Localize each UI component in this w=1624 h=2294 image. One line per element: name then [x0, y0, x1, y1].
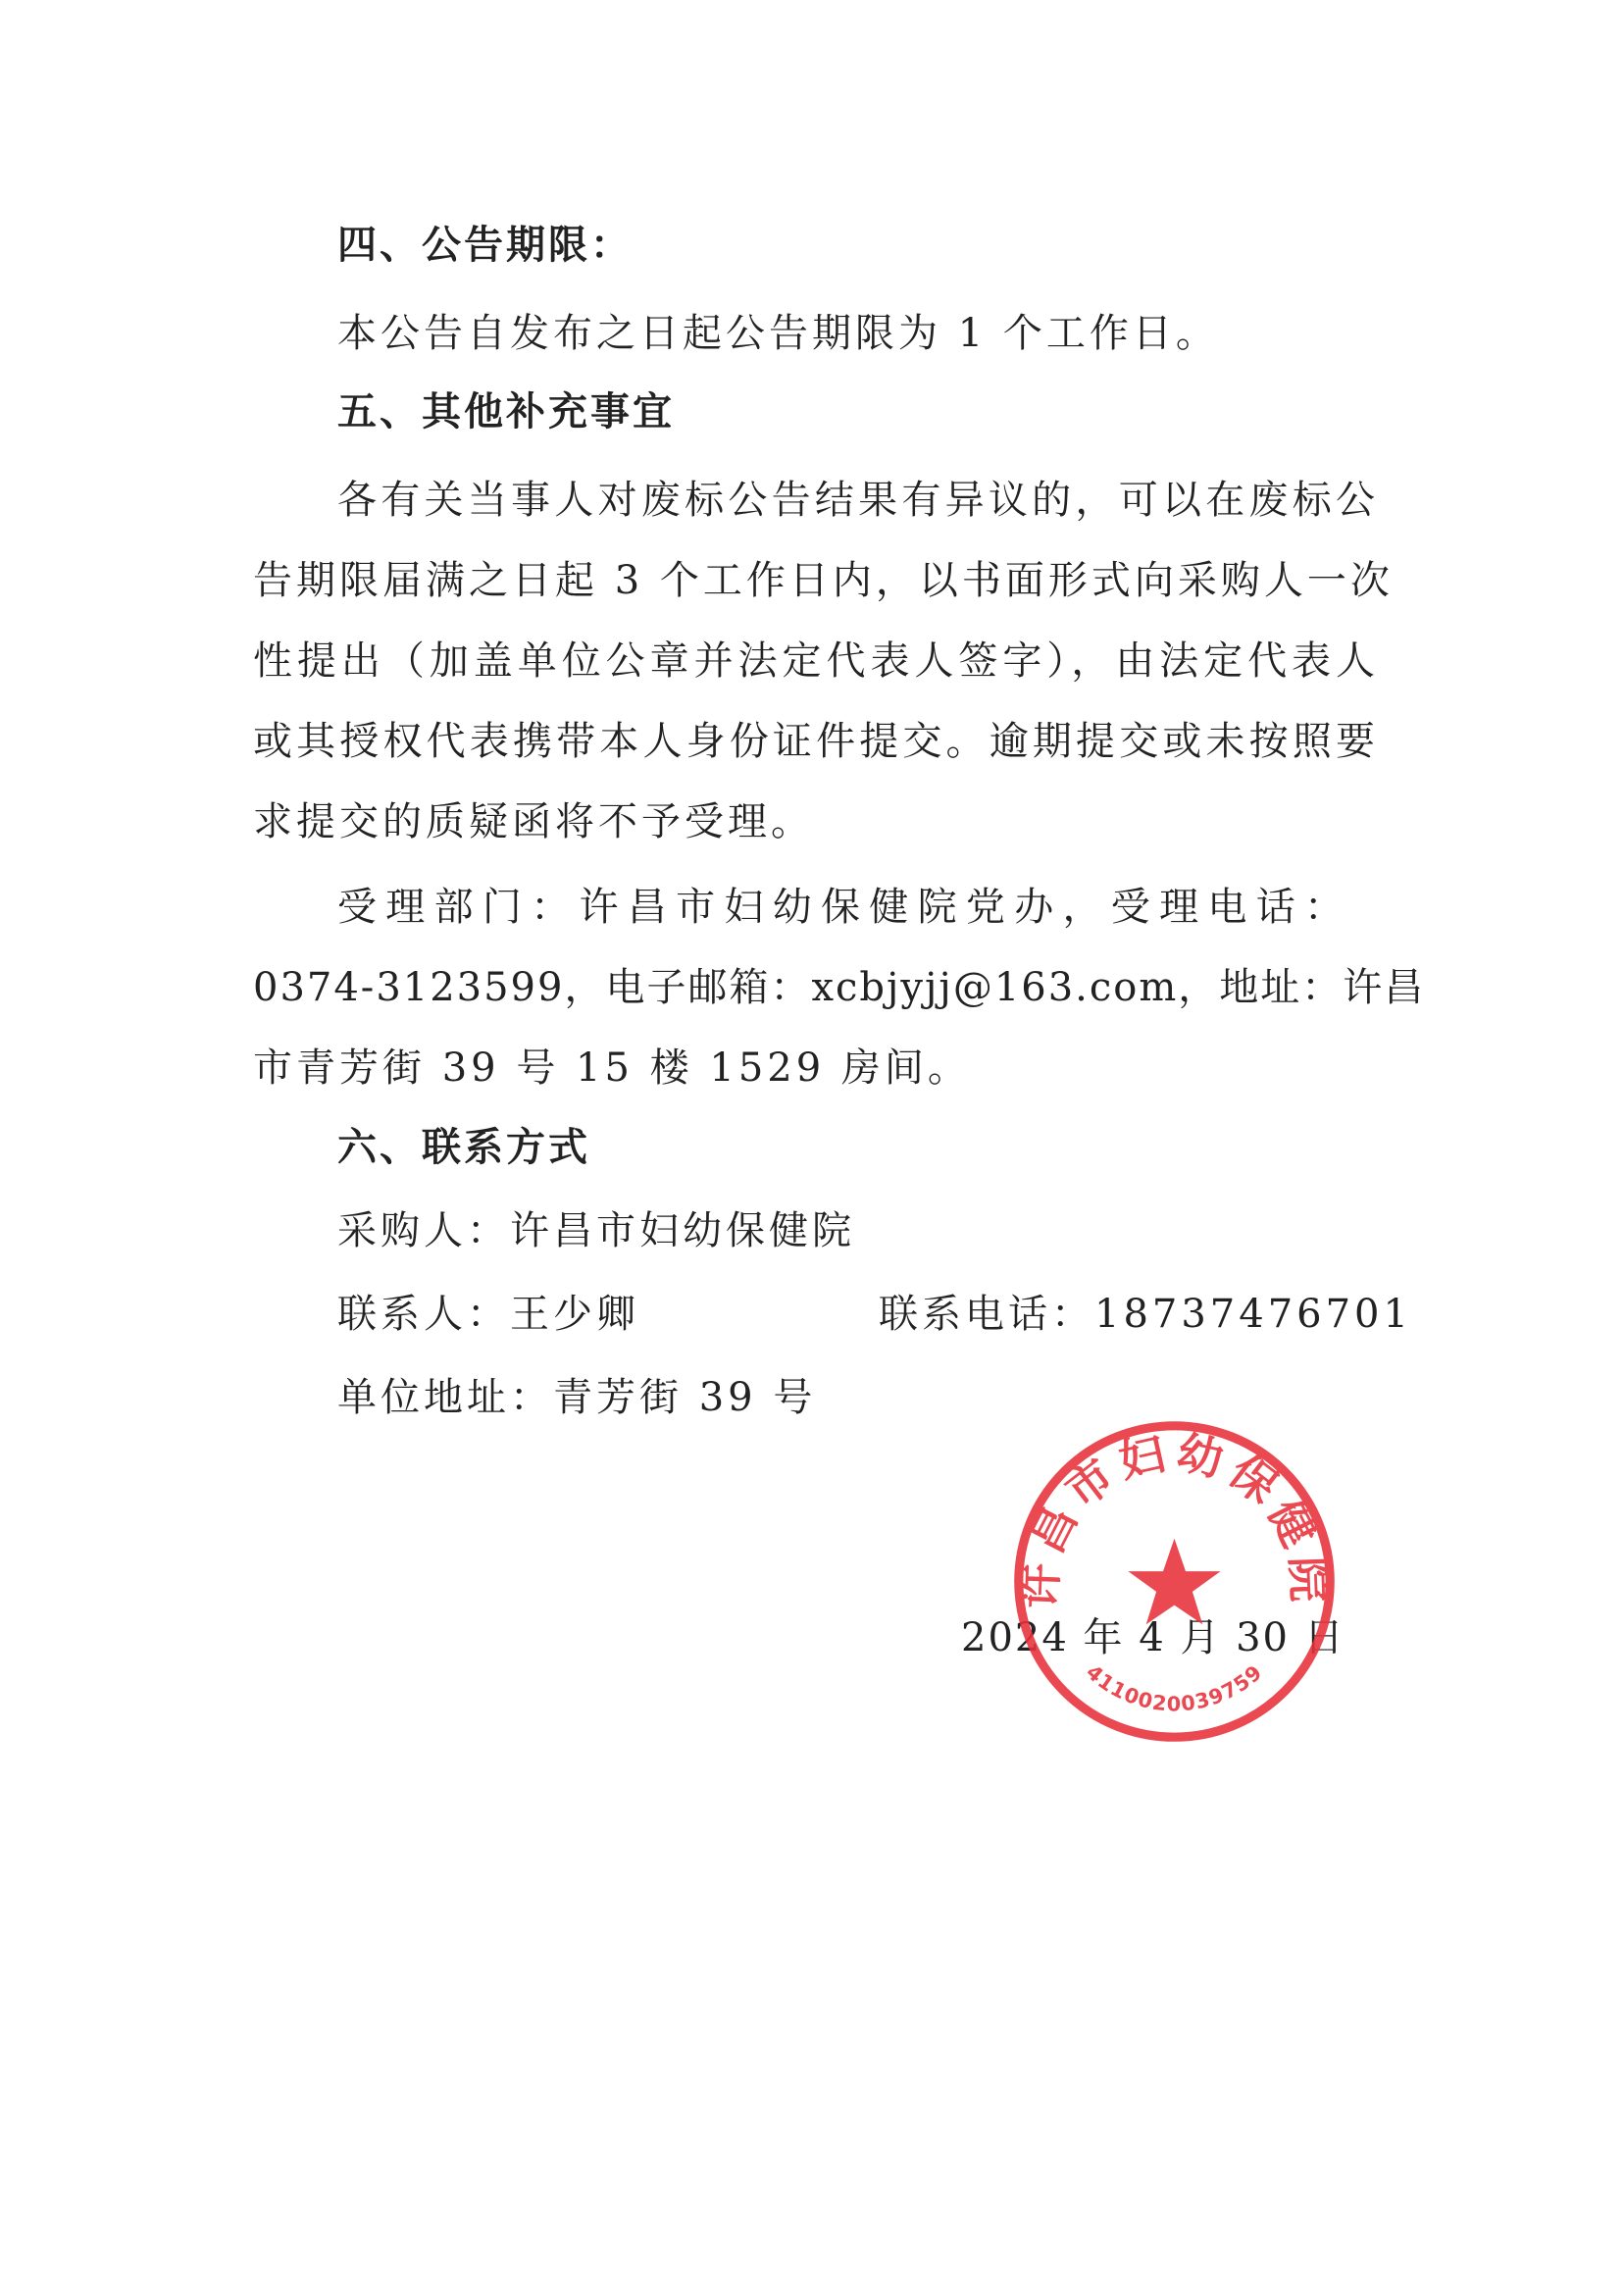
signature-date: 2024 年 4 月 30 日 — [961, 1615, 1345, 1660]
seal-arc-text: 许昌市妇幼保健院 — [1012, 1424, 1337, 1610]
section-5-paragraph-2-line-3: 市青芳街 39 号 15 楼 1529 房间。 — [253, 1045, 971, 1091]
purchaser-line: 采购人：许昌市妇幼保健院 — [337, 1208, 855, 1253]
section-5-paragraph-2-line-1: 受理部门：许昌市妇幼保健院党办，受理电话： — [337, 885, 1347, 930]
section-5-heading: 五、其他补充事宜 — [337, 389, 675, 434]
svg-text:4110020039759 — [1082, 1660, 1267, 1716]
section-5-paragraph-1-line-1: 各有关当事人对废标公告结果有异议的，可以在废标公 — [337, 478, 1379, 523]
seal-star-icon — [1128, 1539, 1220, 1624]
address-line: 单位地址：青芳街 39 号 — [337, 1375, 817, 1420]
section-4-heading: 四、公告期限： — [337, 223, 633, 268]
section-6-heading: 六、联系方式 — [337, 1125, 590, 1170]
section-5-paragraph-1-line-2: 告期限届满之日起 3 个工作日内，以书面形式向采购人一次 — [253, 558, 1394, 603]
section-4-text: 本公告自发布之日起公告期限为 1 个工作日。 — [337, 311, 1219, 356]
seal-code-text: 4110020039759 — [1081, 1659, 1268, 1716]
section-5-paragraph-1-line-3: 性提出（加盖单位公章并法定代表人签字），由法定代表人 — [253, 638, 1379, 684]
official-seal-icon — [1005, 1412, 1344, 1751]
section-5-paragraph-1-line-4: 或其授权代表携带本人身份证件提交。逾期提交或未按照要 — [253, 719, 1379, 764]
section-5-paragraph-1-line-5: 求提交的质疑函将不予受理。 — [253, 799, 814, 844]
section-5-paragraph-2-line-2: 0374-3123599，电子邮箱：xcbjyjj@163.com，地址：许昌 — [253, 965, 1426, 1010]
contact-person-line: 联系人：王少卿 — [337, 1292, 639, 1337]
contact-phone-line: 联系电话：18737476701 — [879, 1292, 1412, 1337]
